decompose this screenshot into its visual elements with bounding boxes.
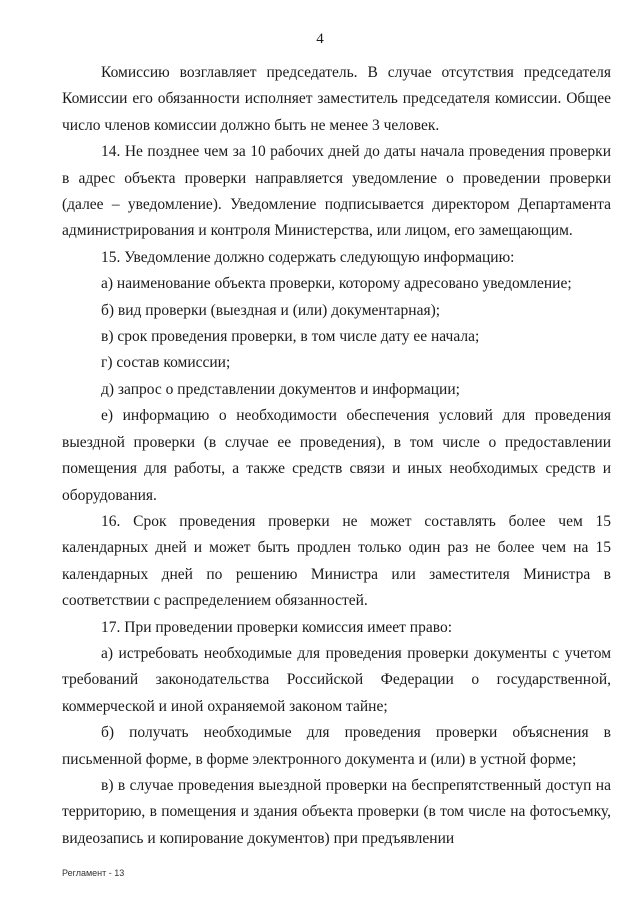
list-item-15v: в) срок проведения проверки, в том числе дату ее начала; xyxy=(101,328,480,346)
list-item-15g: г) состав комиссии; xyxy=(101,354,231,372)
document-body xyxy=(62,60,611,852)
paragraph-17: 17. При проведении проверки комиссия имеет право: xyxy=(101,618,453,636)
paragraph-commission-head: Комиссию возглавляет председатель. В случае отсутствия председателя Комиссии его обязанности исполняет заместитель председателя комиссии. Общее число членов комиссии должно быть не менее 3 человек. xyxy=(62,64,611,134)
list-item-15e: е) информацию о необходимости обеспечения условий для проведения выездной проверки (в случае ее проведения), в том числе о предоставлении помещения для работы, а также средств связи и иных необходимых средств и оборудования. xyxy=(62,407,611,504)
list-item-17a: а) истребовать необходимые для проведения проверки документы с учетом требований законодательства Российской Федерации о государственной, коммерческой и иной охраняемой законом тайне; xyxy=(62,644,611,715)
list-item-15b: б) вид проверки (выездная и (или) документарная); xyxy=(101,301,441,319)
footer-label: Регламент - 13 xyxy=(62,868,125,878)
page-number: 4 xyxy=(316,31,324,47)
paragraph-14: 14. Не позднее чем за 10 рабочих дней до даты начала проведения проверки в адрес объекта проверки направляется уведомление о проведении проверки (далее – уведомление). Уведомление подписывается директором Департамента администрирования и контроля Министерства, или лицом, его замещающим. xyxy=(62,143,611,240)
paragraph-15: 15. Уведомление должно содержать следующую информацию: xyxy=(101,248,515,266)
list-item-15d: д) запрос о представлении документов и информации; xyxy=(101,380,460,398)
list-item-17v: в) в случае проведения выездной проверки на беспрепятственный доступ на территорию, в помещения и здания объекта проверки (в том числе на фотосъемку, видеозапись и копирование документов) при предъявлении xyxy=(62,776,611,847)
paragraph-16: 16. Срок проведения проверки не может составлять более чем 15 календарных дней и может быть продлен только один раз не более чем на 15 календарных дней по решению Министра или заместителя Министра в соответствии с распределением обязанностей. xyxy=(62,512,611,610)
list-item-17b: б) получать необходимые для проведения проверки объяснения в письменной форме, в форме электронного документа и (или) в устной форме; xyxy=(62,724,611,768)
list-item-15a: а) наименование объекта проверки, которому адресовано уведомление; xyxy=(101,275,572,293)
